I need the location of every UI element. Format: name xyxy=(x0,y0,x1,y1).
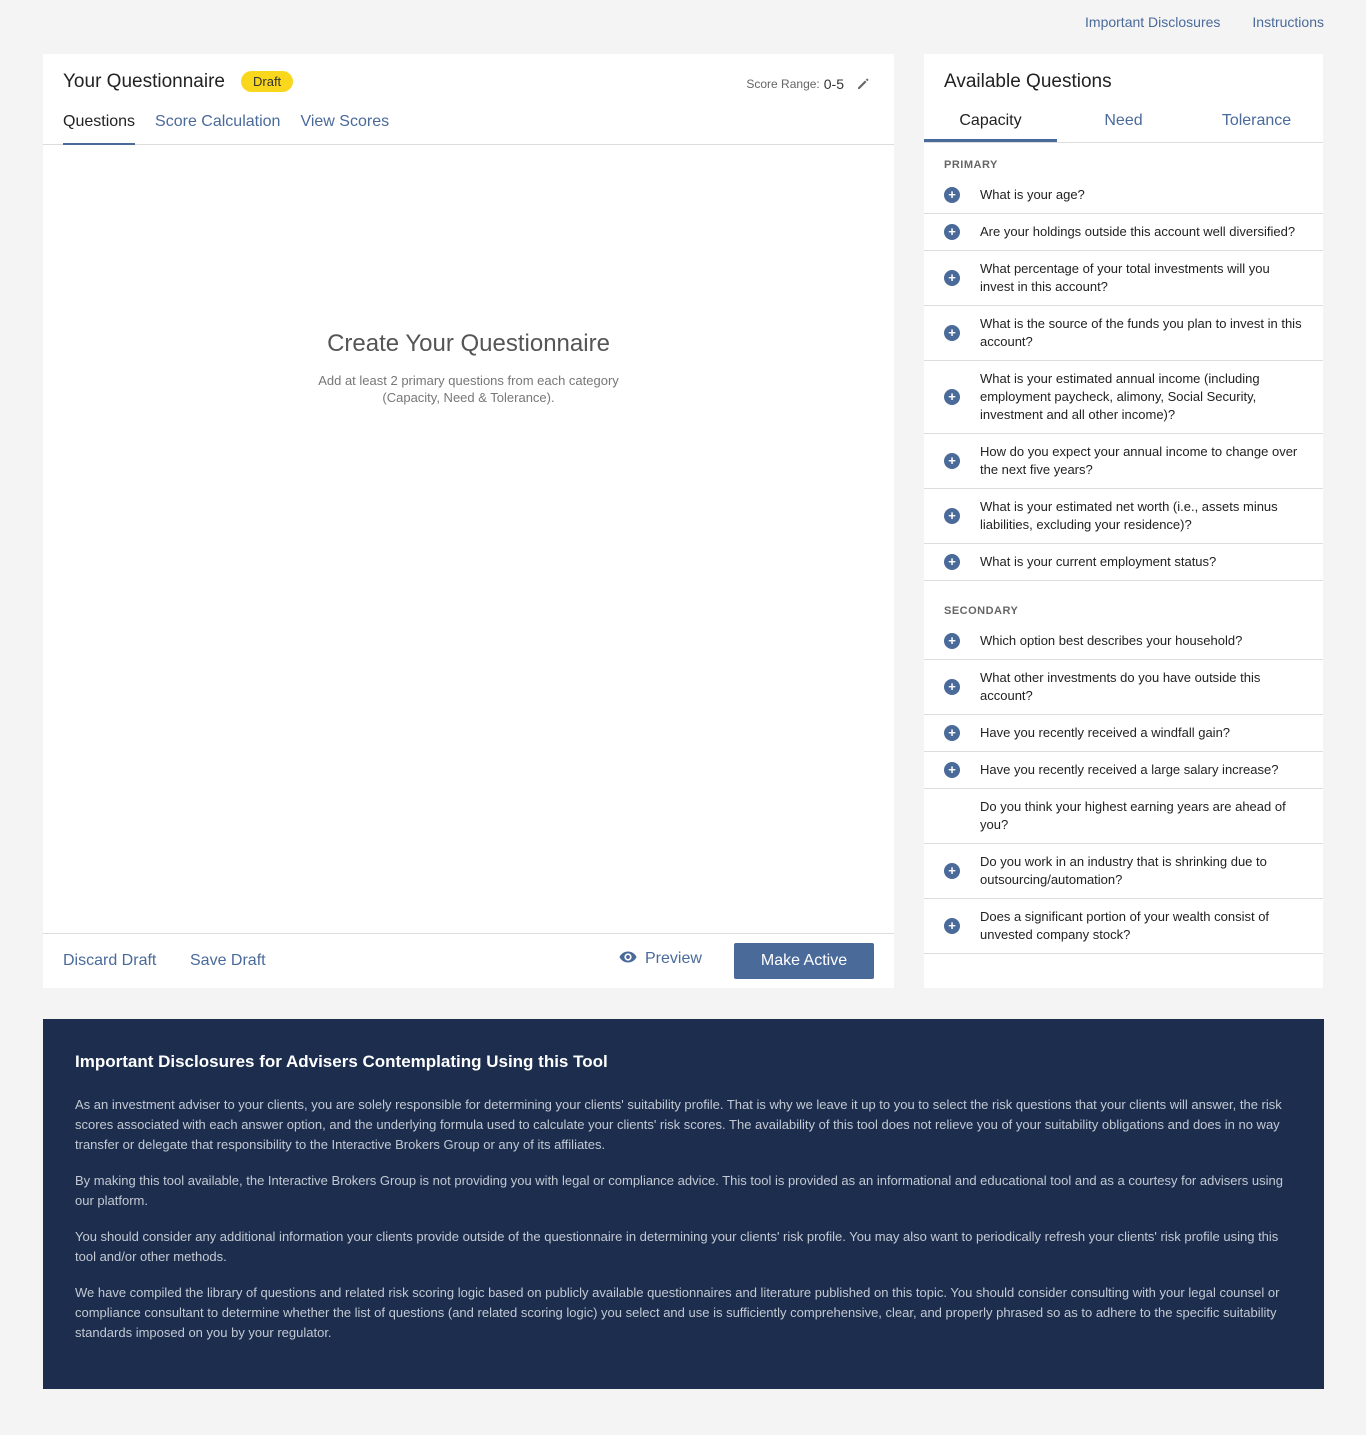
tab-need[interactable]: Need xyxy=(1104,112,1143,129)
questionnaire-header xyxy=(43,54,894,145)
disclosure-paragraph: You should consider any additional information your clients provide outside of the questionnaire in determining your clients' risk profile. You may also want to periodically refresh your clients' risk profile using this tool and/or other methods. xyxy=(75,1229,1279,1264)
question-text: What other investments do you have outside this account? xyxy=(980,670,1261,703)
available-questions-title: Available Questions xyxy=(944,71,1112,92)
add-circle-icon[interactable]: + xyxy=(944,918,960,934)
question-text: Which option best describes your household? xyxy=(980,633,1243,648)
add-circle-icon[interactable]: + xyxy=(944,725,960,741)
add-circle-icon[interactable]: + xyxy=(944,389,960,405)
add-circle-icon[interactable]: + xyxy=(944,762,960,778)
question-item[interactable] xyxy=(924,361,1323,434)
question-text: What is the source of the funds you plan to invest in this account? xyxy=(980,316,1302,349)
available-questions-panel xyxy=(924,54,1323,988)
question-item[interactable] xyxy=(924,715,1323,752)
discard-draft-button[interactable]: Discard Draft xyxy=(63,952,157,969)
question-item[interactable] xyxy=(924,306,1323,361)
category-tabs xyxy=(924,109,1323,143)
top-links xyxy=(1085,14,1324,30)
add-circle-icon[interactable]: + xyxy=(944,633,960,649)
question-text: How do you expect your annual income to change over the next five years? xyxy=(980,444,1298,477)
add-circle-icon[interactable]: + xyxy=(944,270,960,286)
add-circle-icon[interactable]: + xyxy=(944,863,960,879)
question-item[interactable] xyxy=(924,789,1323,844)
tab-view-scores[interactable]: View Scores xyxy=(300,113,390,130)
question-text: What is your estimated annual income (including employment paycheck, alimony, Social Security, investment and all other income)? xyxy=(980,371,1260,422)
add-circle-icon[interactable]: + xyxy=(944,508,960,524)
question-item[interactable] xyxy=(924,251,1323,306)
tab-questions[interactable]: Questions xyxy=(63,113,135,145)
empty-state-title: Create Your Questionnaire xyxy=(327,330,610,357)
secondary-section-label: SECONDARY xyxy=(944,605,1019,617)
make-active-button[interactable]: Make Active xyxy=(734,943,874,979)
question-item[interactable] xyxy=(924,899,1323,954)
preview-button[interactable] xyxy=(619,950,702,968)
instructions-link[interactable]: Instructions xyxy=(1252,14,1324,30)
question-text: Do you think your highest earning years are ahead of you? xyxy=(980,799,1286,832)
question-item[interactable] xyxy=(924,752,1323,789)
question-list xyxy=(924,143,1323,954)
question-text: What is your estimated net worth (i.e., assets minus liabilities, excluding your residence)? xyxy=(980,499,1278,532)
tab-score-calculation[interactable]: Score Calculation xyxy=(155,113,281,130)
question-item[interactable] xyxy=(924,434,1323,489)
question-item[interactable] xyxy=(924,844,1323,899)
question-item[interactable] xyxy=(924,489,1323,544)
add-circle-icon[interactable]: + xyxy=(944,679,960,695)
score-range-value: 0-5 xyxy=(823,76,844,92)
disclosure-paragraph: By making this tool available, the Interactive Brokers Group is not providing you with legal or compliance advice. This tool is provided as an informational and educational tool and as a courtesy for advisers using our platform. xyxy=(75,1173,1283,1208)
question-text: Does a significant portion of your wealth consist of unvested company stock? xyxy=(980,909,1270,942)
question-item[interactable] xyxy=(924,177,1323,214)
question-item[interactable] xyxy=(924,660,1323,715)
question-text: What is your age? xyxy=(980,187,1085,202)
question-item[interactable] xyxy=(924,544,1323,581)
pencil-icon[interactable] xyxy=(856,77,870,91)
important-disclosures-link[interactable]: Important Disclosures xyxy=(1085,14,1221,30)
disclosures-title: Important Disclosures for Advisers Contemplating Using this Tool xyxy=(75,1052,608,1071)
disclosure-paragraph: We have compiled the library of questions and related risk scoring logic based on publicly available questionnaires and literature published on this topic. You should consider consulting with your legal counsel or compliance consultant to determine whether the list of questions (and related scoring logic) you select and use is sufficiently comprehensive, clear, and properly phrased so as to adhere to the specific suitability standards imposed on you by your regulator. xyxy=(75,1285,1280,1340)
empty-state xyxy=(43,330,894,406)
question-text: Have you recently received a large salary increase? xyxy=(980,762,1279,777)
question-text: What is your current employment status? xyxy=(980,554,1217,569)
questionnaire-footer xyxy=(43,933,894,988)
questionnaire-tabs xyxy=(63,113,389,145)
tab-capacity[interactable]: Capacity xyxy=(924,109,1057,142)
score-range xyxy=(746,76,870,92)
question-item[interactable] xyxy=(924,214,1323,251)
page-title: Your Questionnaire xyxy=(63,71,225,92)
primary-section-label: PRIMARY xyxy=(944,159,998,171)
question-text: What percentage of your total investments will you invest in this account? xyxy=(980,261,1270,294)
question-text: Do you work in an industry that is shrinking due to outsourcing/automation? xyxy=(980,854,1267,887)
preview-label: Preview xyxy=(645,950,702,967)
add-circle-icon[interactable]: + xyxy=(944,187,960,203)
question-text: Have you recently received a windfall gain? xyxy=(980,725,1231,740)
add-circle-icon[interactable]: + xyxy=(944,453,960,469)
empty-state-line1: Add at least 2 primary questions from each category xyxy=(318,373,619,388)
add-circle-icon[interactable]: + xyxy=(944,554,960,570)
questionnaire-panel xyxy=(43,54,894,988)
add-circle-icon[interactable]: + xyxy=(944,325,960,341)
save-draft-button[interactable]: Save Draft xyxy=(190,952,266,969)
question-text: Are your holdings outside this account well diversified? xyxy=(980,224,1296,239)
tab-tolerance[interactable]: Tolerance xyxy=(1221,112,1292,129)
status-badge: Draft xyxy=(241,71,293,92)
disclosure-paragraph: As an investment adviser to your clients, you are solely responsible for determining your clients' suitability profile. That is why we leave it up to you to select the risk questions that your clients will answer, the risk scores associated with each answer option, and the underlying formula used to calculate your clients' risk scores. The availability of this tool does not relieve you of your suitability obligations and does in no way transfer or delegate that responsibility to the Interactive Brokers Group or any of its affiliates. xyxy=(75,1097,1282,1152)
question-item[interactable] xyxy=(924,623,1323,660)
disclosures-section xyxy=(43,1019,1324,1389)
eye-icon xyxy=(619,950,637,968)
add-circle-icon[interactable]: + xyxy=(944,224,960,240)
score-range-label: Score Range: xyxy=(746,77,820,91)
empty-state-line2: (Capacity, Need & Tolerance). xyxy=(382,390,555,405)
